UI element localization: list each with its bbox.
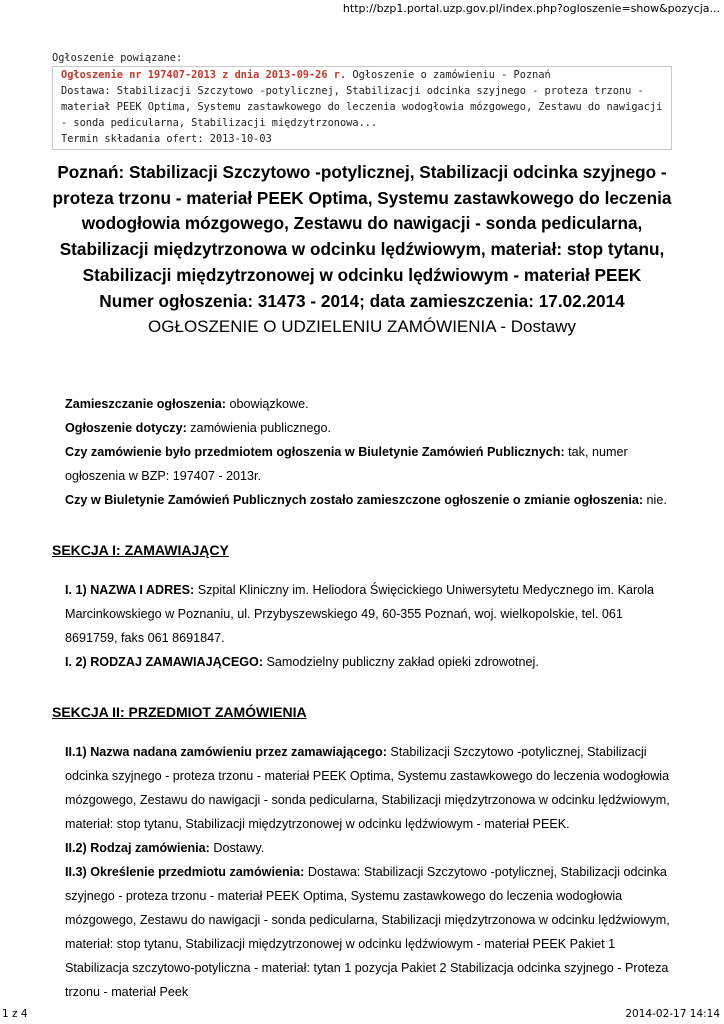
info-label: Ogłoszenie dotyczy: bbox=[65, 421, 187, 435]
page-number: 1 z 4 bbox=[2, 1008, 28, 1020]
item-value: Dostawy. bbox=[209, 841, 265, 855]
related-link-line bbox=[61, 67, 671, 83]
related-notice bbox=[52, 38, 672, 150]
item-value: Stabilizacji Szczytowo -potylicznej, Stabilizacji odcinka szyjnego - proteza trzonu - materiał PEEK Optima, Systemu zastawkowego do leczenia wodogłowia mózgowego, Zestawu do nawigacji - sonda pedicularna, Stabilizacji międzytrzonowa w odcinku lędźwiowym, materiał: stop tytanu, Stabilizacji międzytrzonowej w odcinku lędźwiowym - materiał PEEK. bbox=[65, 745, 670, 831]
info-value: zamówienia publicznego. bbox=[186, 421, 331, 435]
item-value: Szpital Kliniczny im. Heliodora Święcickiego Uniwersytetu Medycznego im. Karola Marcinkowskiego w Poznaniu, ul. Przybyszewskiego 49, 60-355 Poznań, woj. wielkopolskie, tel. 061 8691759, faks 061 8691847. bbox=[65, 583, 655, 645]
title-number: Numer ogłoszenia: 31473 - 2014; data zamieszczenia: 17.02.2014 bbox=[99, 290, 625, 311]
info-item bbox=[52, 416, 672, 440]
section-1-item bbox=[52, 578, 672, 650]
page-title bbox=[52, 160, 672, 340]
related-box bbox=[52, 66, 672, 150]
item-label: II.2) Rodzaj zamówienia: bbox=[65, 841, 210, 855]
section-1-item bbox=[52, 650, 672, 674]
related-description: Dostawa: Stabilizacji Szczytowo -potylicznej, Stabilizacji odcinka szyjnego - proteza trzonu - materiał PEEK Optima, Systemu zastawkowego do leczenia wodogłowia mózgowego, Zestawu do nawigacji - sonda pedicularna, Stabilizacji międzytrzonowa... bbox=[61, 85, 663, 129]
related-heading: Ogłoszenie powiązane: bbox=[52, 52, 183, 64]
section-2-item bbox=[52, 860, 672, 1004]
item-value: Dostawa: Stabilizacji Szczytowo -potylicznej, Stabilizacji odcinka szyjnego - proteza trzonu - materiał PEEK Optima, Systemu zastawkowego do leczenia wodogłowia mózgowego, Zestawu do nawigacji - sonda pedicularna, Stabilizacji międzytrzonowa w odcinku lędźwiowym, materiał: stop tytanu, Stabilizacji międzytrzonowej w odcinku lędźwiowym - materiał PEEK Pakiet 1 Stabilizacja szczytowo-potyliczna - materiał: tytan 1 pozycja Pakiet 2 Stabilizacja odcinka szyjnego - Proteza trzonu - materiał Peek bbox=[65, 865, 670, 999]
info-value: tak, numer ogłoszenia w BZP: 197407 - 2013r. bbox=[65, 445, 628, 483]
title-main: Poznań: Stabilizacji Szczytowo -potylicznej, Stabilizacji odcinka szyjnego - proteza trzonu - materiał PEEK Optima, Systemu zastawkowego do leczenia wodogłowia mózgowego, Zestawu do nawigacji - sonda pedicularna, Stabilizacji międzytrzonowa w odcinku lędźwiowym, materiał: stop tytanu, Stabilizacji międzytrzonowej w odcinku lędźwiowym - materiał PEEK bbox=[52, 162, 672, 285]
related-link-suffix: Ogłoszenie o zamówieniu - Poznań bbox=[346, 69, 551, 81]
notice-content bbox=[52, 392, 672, 1004]
section-2-item bbox=[52, 740, 672, 836]
related-notice-link[interactable]: Ogłoszenie nr 197407-2013 z dnia 2013-09-26 r. bbox=[61, 69, 347, 81]
print-datetime: 2014-02-17 14:14 bbox=[625, 1008, 720, 1020]
info-label: Czy zamówienie było przedmiotem ogłoszenia w Biuletynie Zamówień Publicznych: bbox=[65, 445, 565, 459]
info-value: nie. bbox=[643, 493, 667, 507]
item-label: II.1) Nazwa nadana zamówieniu przez zamawiającego: bbox=[65, 745, 387, 759]
info-item bbox=[52, 488, 672, 512]
item-label: II.3) Określenie przedmiotu zamówienia: bbox=[65, 865, 305, 879]
item-value: Samodzielny publiczny zakład opieki zdrowotnej. bbox=[263, 655, 539, 669]
page-url: http://bzp1.portal.uzp.gov.pl/index.php?ogloszenie=show&pozycja... bbox=[342, 2, 720, 15]
info-item bbox=[52, 440, 672, 488]
related-deadline: Termin składania ofert: 2013-10-03 bbox=[61, 133, 272, 145]
info-label: Czy w Biuletynie Zamówień Publicznych zostało zamieszczone ogłoszenie o zmianie ogłoszenia: bbox=[65, 493, 644, 507]
item-label: I. 2) RODZAJ ZAMAWIAJĄCEGO: bbox=[65, 655, 264, 669]
section-2-item bbox=[52, 836, 672, 860]
info-value: obowiązkowe. bbox=[225, 397, 309, 411]
title-subtitle: OGŁOSZENIE O UDZIELENIU ZAMÓWIENIA - Dostawy bbox=[148, 317, 576, 337]
info-item bbox=[52, 392, 672, 416]
section-1-title: SEKCJA I: ZAMAWIAJĄCY bbox=[52, 542, 229, 558]
section-2-title: SEKCJA II: PRZEDMIOT ZAMÓWIENIA bbox=[52, 704, 307, 720]
item-label: I. 1) NAZWA I ADRES: bbox=[65, 583, 195, 597]
info-label: Zamieszczanie ogłoszenia: bbox=[65, 397, 226, 411]
